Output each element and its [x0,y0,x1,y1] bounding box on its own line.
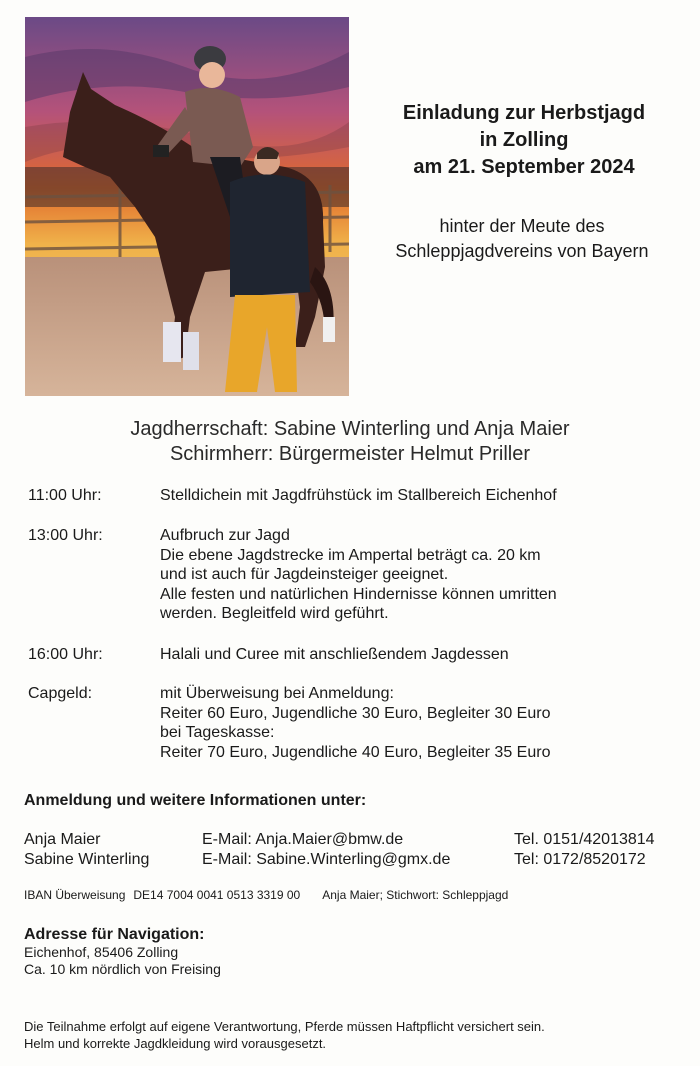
disclaimer-line: Helm und korrekte Jagdkleidung wird vorausgesetzt. [24,1036,327,1051]
subtitle-line: hinter der Meute des [439,216,605,236]
schedule-line: Halali und Curee mit anschließendem Jagdessen [160,646,509,663]
schedule-line: werden. Begleitfeld wird geführt. [160,605,389,622]
address-line: Eichenhof, 85406 Zolling [24,944,179,960]
invitation-title [356,100,692,181]
title-line: in Zolling [479,129,569,151]
contact-phone: Tel: 0172/8520172 [514,851,646,868]
photo-illustration [25,17,349,396]
contact-phone: Tel. 0151/42013814 [514,831,655,848]
contact-name: Anja Maier [24,831,101,848]
schedule-time: Capgeld: [28,685,93,702]
schedule-time: 11:00 Uhr: [28,487,102,504]
schedule-line: Die ebene Jagdstrecke im Ampertal beträgt ca. 20 km [160,546,541,564]
schirmherr: Schirmherr: Bürgermeister Helmut Priller [169,443,531,465]
schedule-text [160,645,680,665]
schedule-line: mit Überweisung bei Anmeldung: [160,685,394,702]
contact-email[interactable]: E-Mail: Sabine.Winterling@gmx.de [202,851,451,868]
invitation-subtitle [352,214,692,264]
schedule-text [160,486,680,506]
title-line: am 21. September 2024 [413,156,635,178]
contact-phones [514,830,655,870]
contact-names [24,830,149,870]
address-block [24,944,221,978]
iban-line [24,888,530,902]
subtitle-line: Schleppjagdvereins von Bayern [395,241,649,261]
schedule-time: 16:00 Uhr: [28,646,103,663]
contact-email[interactable]: E-Mail: Anja.Maier@bmw.de [202,831,404,848]
schedule-line: Alle festen und natürlichen Hindernisse können umritten [160,585,557,603]
schedule-line: Stelldichein mit Jagdfrühstück im Stallbereich Eichenhof [160,487,557,504]
schedule-text [160,526,680,624]
schedule-line: Reiter 70 Euro, Jugendliche 40 Euro, Begleiter 35 Euro [160,743,551,761]
iban-label: IBAN Überweisung [24,888,126,902]
schedule-time: 13:00 Uhr: [28,527,103,544]
schedule-text [160,684,680,762]
contact-emails [202,830,450,870]
hosts-block [0,417,700,467]
schedule-line: und ist auch für Jagdeinsteiger geeignet. [160,566,449,583]
registration-heading: Anmeldung und weitere Informationen unter: [24,792,367,809]
disclaimer [24,1018,694,1052]
iban-number: DE14 7004 0041 0513 3319 00 [133,888,301,902]
iban-note: Anja Maier; Stichwort: Schleppjagd [322,888,509,902]
address-line: Ca. 10 km nördlich von Freising [24,961,221,977]
title-line: Einladung zur Herbstjagd [402,102,646,124]
schedule-line: Aufbruch zur Jagd [160,527,290,544]
address-heading: Adresse für Navigation: [24,926,205,943]
contact-name: Sabine Winterling [24,851,150,868]
schedule-line: bei Tageskasse: [160,724,275,741]
schedule-line: Reiter 60 Euro, Jugendliche 30 Euro, Begleiter 30 Euro [160,704,551,722]
disclaimer-line: Die Teilnahme erfolgt auf eigene Verantwortung, Pferde müssen Haftpflicht versichert sein. [24,1019,545,1034]
jagdherrschaft: Jagdherrschaft: Sabine Winterling und Anja Maier [130,418,570,440]
horse-and-riders-photo [25,17,349,396]
